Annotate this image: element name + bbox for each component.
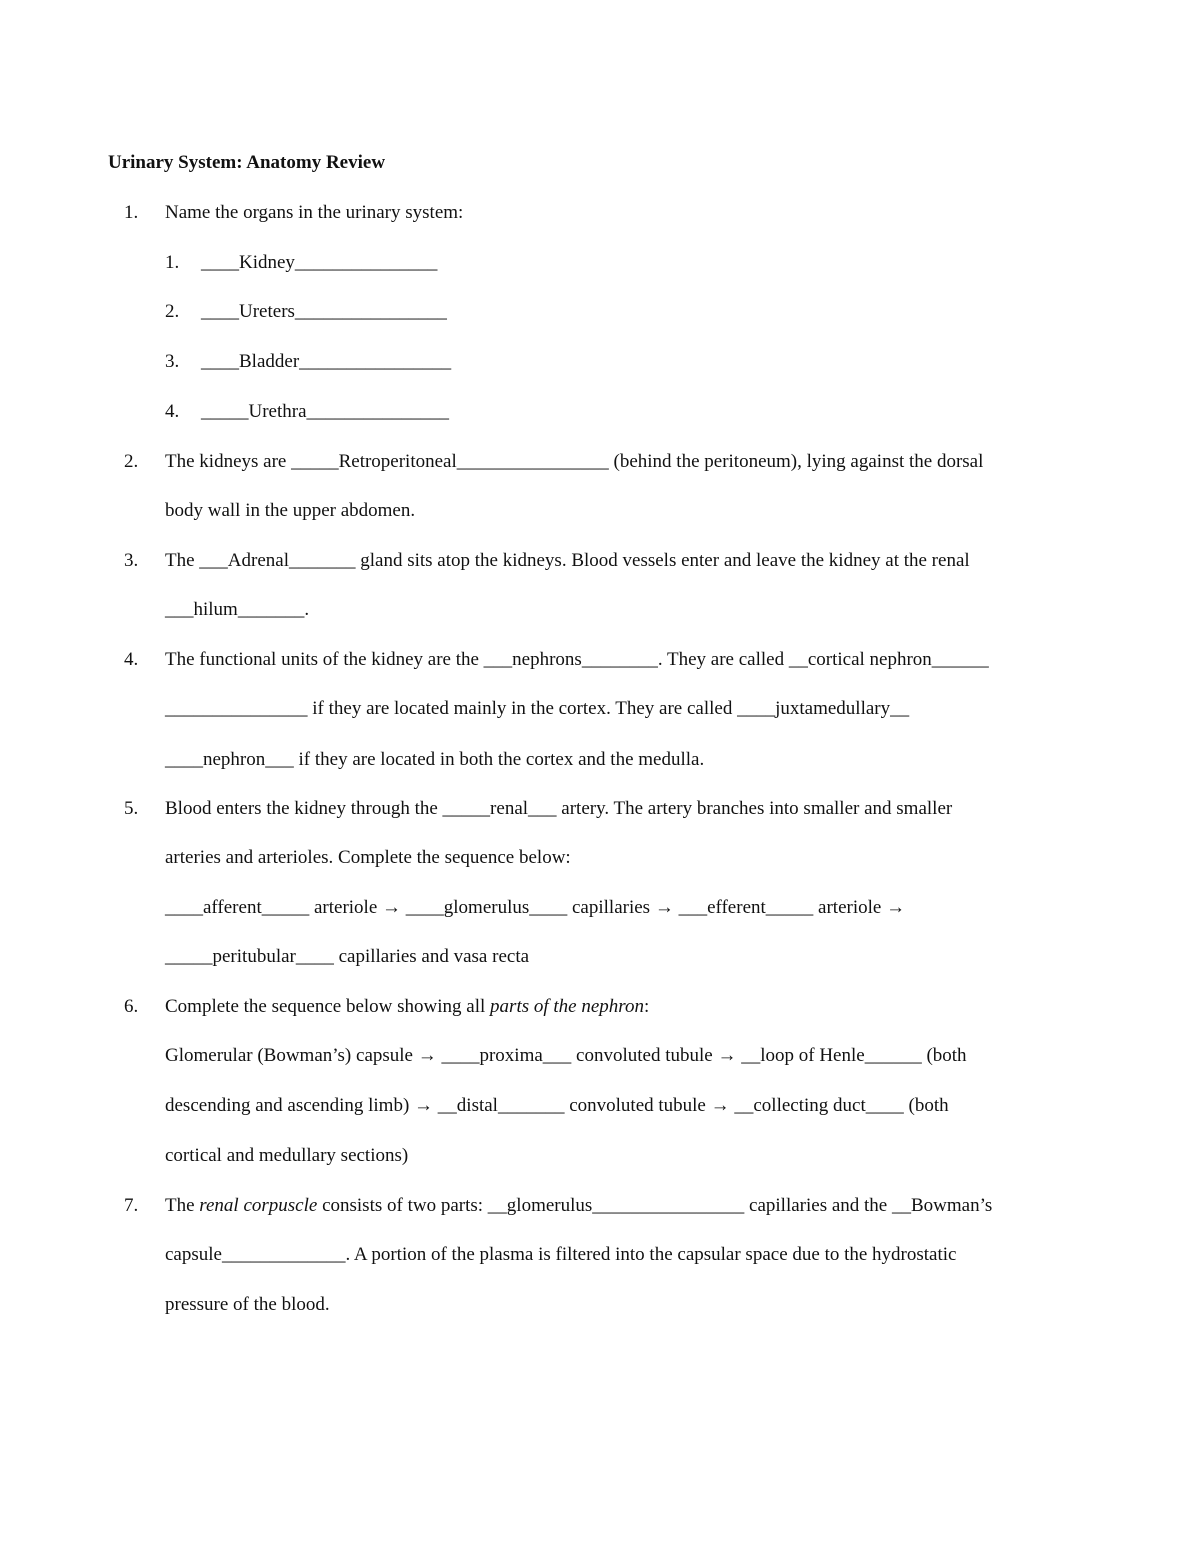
question-7-line-2: capsule_____________. A portion of the plasma is filtered into the capsular space due to the hydrostatic: [165, 1244, 957, 1265]
question-4-number: 4.: [124, 649, 139, 670]
answer-1-4: _____Urethra_______________: [201, 401, 450, 422]
question-6-line-1-end: :: [643, 996, 650, 1017]
question-2-number: 2.: [124, 451, 139, 472]
question-7-emphasis: renal corpuscle: [199, 1195, 318, 1216]
question-2-line-1: The kidneys are _____Retroperitoneal________________ (behind the peritoneum), lying against the dorsal: [165, 451, 984, 472]
question-5-line-4: _____peritubular____ capillaries and vasa recta: [165, 946, 530, 967]
question-7-line-1: [165, 1194, 992, 1218]
question-7-line-1-start: The: [165, 1195, 200, 1216]
answer-1-3: ____Bladder________________: [201, 351, 452, 372]
question-7-number: 7.: [124, 1195, 139, 1216]
page-title: Urinary System: Anatomy Review: [108, 152, 386, 173]
question-6-emphasis: parts of the nephron: [490, 996, 644, 1017]
answer-1-1: ____Kidney_______________: [201, 252, 438, 273]
question-6-line-4: cortical and medullary sections): [165, 1145, 409, 1166]
question-6-line-1: [165, 995, 649, 1019]
question-3-number: 3.: [124, 550, 139, 571]
question-3-line-2: ___hilum_______.: [165, 599, 310, 620]
question-3-line-1: The ___Adrenal_______ gland sits atop the kidneys. Blood vessels enter and leave the kidney at the renal: [165, 550, 970, 571]
answer-1-2-number: 2.: [165, 301, 180, 322]
question-5-line-1: Blood enters the kidney through the _____renal___ artery. The artery branches into smaller and smaller: [165, 798, 953, 819]
question-6-line-3: descending and ascending limb) → __distal_______ convoluted tubule → __collecting duct____ (both: [165, 1095, 949, 1116]
question-2-line-2: body wall in the upper abdomen.: [165, 500, 416, 521]
question-1-text: Name the organs in the urinary system:: [165, 202, 464, 223]
question-5-line-3: ____afferent_____ arteriole → ____glomerulus____ capillaries → ___efferent_____ arteriole →: [165, 897, 906, 918]
question-5-number: 5.: [124, 798, 139, 819]
question-1-number: 1.: [124, 202, 139, 223]
question-7-line-1-rest: consists of two parts: __glomerulus________________ capillaries and the __Bowman’s: [317, 1195, 993, 1216]
question-7-line-3: pressure of the blood.: [165, 1294, 330, 1315]
question-6-line-1-text: Complete the sequence below showing all: [165, 996, 491, 1017]
answer-1-1-number: 1.: [165, 252, 180, 273]
question-4-line-2: _______________ if they are located mainly in the cortex. They are called ____juxtamedullary__: [165, 698, 910, 719]
answer-1-2: ____Ureters________________: [201, 301, 447, 322]
question-4-line-3: ____nephron___ if they are located in both the cortex and the medulla.: [165, 749, 705, 770]
question-6-line-2: Glomerular (Bowman’s) capsule → ____proxima___ convoluted tubule → __loop of Henle______ (both: [165, 1045, 967, 1066]
answer-1-3-number: 3.: [165, 351, 180, 372]
question-5-line-2: arteries and arterioles. Complete the sequence below:: [165, 847, 571, 868]
answer-1-4-number: 4.: [165, 401, 180, 422]
question-4-line-1: The functional units of the kidney are the ___nephrons________. They are called __cortical nephron______: [165, 649, 989, 670]
question-6-number: 6.: [124, 996, 139, 1017]
